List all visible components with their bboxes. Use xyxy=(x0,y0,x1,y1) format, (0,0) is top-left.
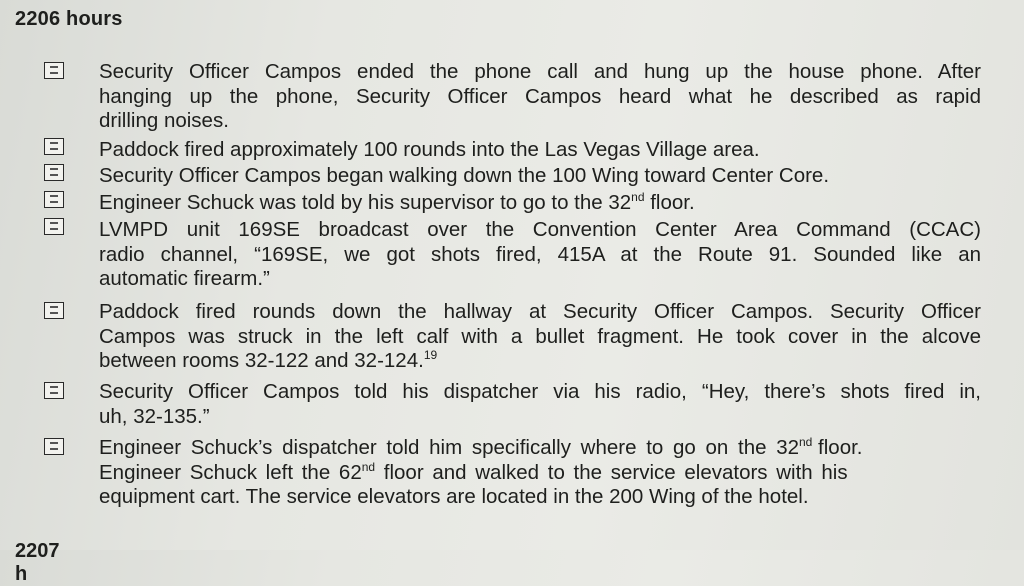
document-icon xyxy=(44,62,64,79)
superscript: nd xyxy=(361,459,376,474)
entry-line: Campos was struck in the left calf with a bullet fragment. He took cover in the alcove xyxy=(99,324,981,348)
entry-line: Security Officer Campos ended the phone call and hung up the house phone. After xyxy=(99,60,981,83)
entry-line xyxy=(99,191,981,216)
entry-line-text: floor. xyxy=(644,191,695,214)
document-icon xyxy=(44,191,64,208)
entry-text xyxy=(99,218,981,292)
entry-line: uh, 32-135.” xyxy=(99,404,210,428)
entry-text xyxy=(99,380,981,429)
document-icon xyxy=(44,438,64,455)
entry-line: equipment cart. The service elevators are located in the 200 Wing of the hotel. xyxy=(99,485,809,508)
entry-text xyxy=(99,436,981,510)
entry-line: LVMPD unit 169SE broadcast over the Convention Center Area Command (CCAC) xyxy=(99,218,981,241)
entry-line xyxy=(99,349,981,374)
document-icon xyxy=(44,218,64,235)
section-heading: 2206 hours xyxy=(15,8,123,30)
entry-text xyxy=(99,138,981,163)
entry-line-text: floor. xyxy=(812,436,863,459)
entry-line-text: Engineer Schuck’s dispatcher told him specifically where to go on the 32 xyxy=(99,436,799,459)
superscript: nd xyxy=(799,435,813,449)
document-icon xyxy=(44,138,64,155)
document-icon xyxy=(44,302,64,319)
entry-line: Paddock fired rounds down the hallway at Security Officer Campos. Security Officer xyxy=(99,300,981,323)
entry-line-text: Engineer Schuck left the 62 xyxy=(99,460,362,484)
entry-line xyxy=(99,461,981,486)
entry-text xyxy=(99,164,981,189)
next-section-heading xyxy=(15,540,75,585)
document-icon xyxy=(44,382,64,399)
document-icon xyxy=(44,164,64,181)
entry-line: radio channel, “169SE, we got shots fired, 415A at the Route 91. Sounded like an xyxy=(99,242,981,266)
superscript: nd xyxy=(631,190,645,204)
entry-line: drilling noises. xyxy=(99,109,229,132)
entry-line: automatic firearm.” xyxy=(99,267,270,290)
entry-line-text: between rooms 32-122 and 32-124. xyxy=(99,349,424,372)
entry-line: Security Officer Campos began walking down the 100 Wing toward Center Core. xyxy=(99,164,830,187)
next-heading-text: 2207 h xyxy=(15,540,60,585)
entry-text xyxy=(99,60,981,134)
entry-line: Security Officer Campos told his dispatcher via his radio, “Hey, there’s shots fired in, xyxy=(99,380,981,403)
entry-line-text: floor and walked to the service elevators with his xyxy=(375,460,848,484)
entry-text xyxy=(99,191,981,216)
entry-line: hanging up the phone, Security Officer Campos heard what he described as rapid xyxy=(99,84,981,108)
entry-line: Paddock fired approximately 100 rounds into the Las Vegas Village area. xyxy=(99,138,760,161)
entry-line-text: Engineer Schuck was told by his supervisor to go to the 32 xyxy=(99,191,632,214)
entry-line xyxy=(99,436,981,461)
footnote-marker: 19 xyxy=(423,348,438,362)
entry-text xyxy=(99,300,981,374)
